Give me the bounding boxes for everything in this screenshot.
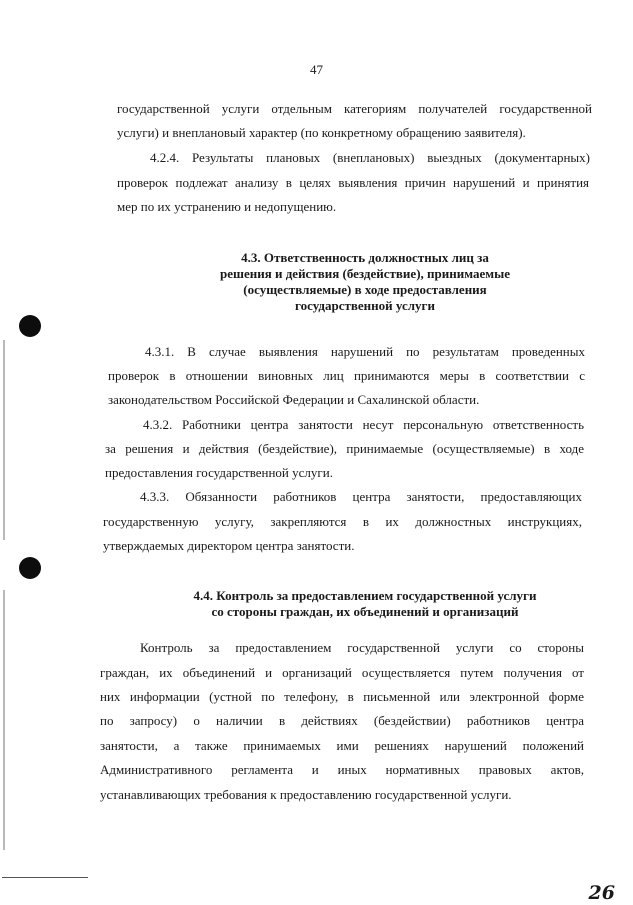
text-line: 4.3.1. В случае выявления нарушений по результатам проведенных (145, 344, 585, 359)
handwritten-page-number: 26 (588, 882, 615, 904)
text-line: устанавливающих требования к предоставлению государственной услуги. (100, 787, 512, 802)
text-line: государственную услугу, закрепляются в их должностных инструкциях, (103, 514, 582, 529)
text-line: предоставления государственной услуги. (105, 465, 333, 480)
section-heading: 4.3. Ответственность должностных лиц за (241, 250, 489, 265)
text-line: мер по их устранению и недопущению. (117, 199, 337, 214)
text-line: утверждаемых директором центра занятости. (103, 538, 355, 553)
text-line: Административного регламента и иных нормативных правовых актов, (100, 762, 584, 777)
section-heading: (осуществляемые) в ходе предоставления (243, 282, 487, 297)
text-line: них информации (устной по телефону, в письменной или электронной форме (100, 689, 584, 704)
text-line: государственной услуги отдельным категориям получателей государственной (117, 101, 592, 116)
text-line: занятости, а также принимаемых ими решениях нарушений положений (100, 738, 584, 753)
section-heading: 4.4. Контроль за предоставлением государственной услуги (193, 588, 537, 603)
text-line: за решения и действия (бездействие), принимаемые (осуществляемые) в ходе (105, 441, 584, 456)
text-line: 4.2.4. Результаты плановых (внеплановых) выездных (документарных) (150, 150, 590, 165)
text-line: проверок подлежат анализу в целях выявления причин нарушений и принятия (117, 175, 589, 190)
scan-edge-mark (3, 340, 5, 540)
text-line: 4.3.2. Работники центра занятости несут персональную ответственность (143, 417, 584, 432)
text-line: по запросу) о наличии в действиях (бездействии) работников центра (100, 713, 584, 728)
text-line: законодательством Российской Федерации и Сахалинской области. (108, 392, 480, 407)
section-heading: государственной услуги (295, 298, 435, 313)
text-line: услуги) и внеплановый характер (по конкретному обращению заявителя). (117, 125, 526, 140)
section-heading: со стороны граждан, их объединений и организаций (211, 604, 519, 619)
scan-edge-mark (3, 590, 5, 850)
text-line: проверок в отношении виновных лиц принимаются меры в соответствии с (108, 368, 585, 383)
section-heading: решения и действия (бездействие), принимаемые (219, 266, 511, 281)
text-line: Контроль за предоставлением государственной услуги со стороны (140, 640, 584, 655)
text-line: граждан, их объединений и организаций осуществляется путем получения от (100, 665, 584, 680)
footer-rule (2, 877, 88, 878)
punch-hole (19, 557, 41, 579)
page-number: 47 (310, 62, 323, 77)
punch-hole (19, 315, 41, 337)
text-line: 4.3.3. Обязанности работников центра занятости, предоставляющих (140, 489, 582, 504)
